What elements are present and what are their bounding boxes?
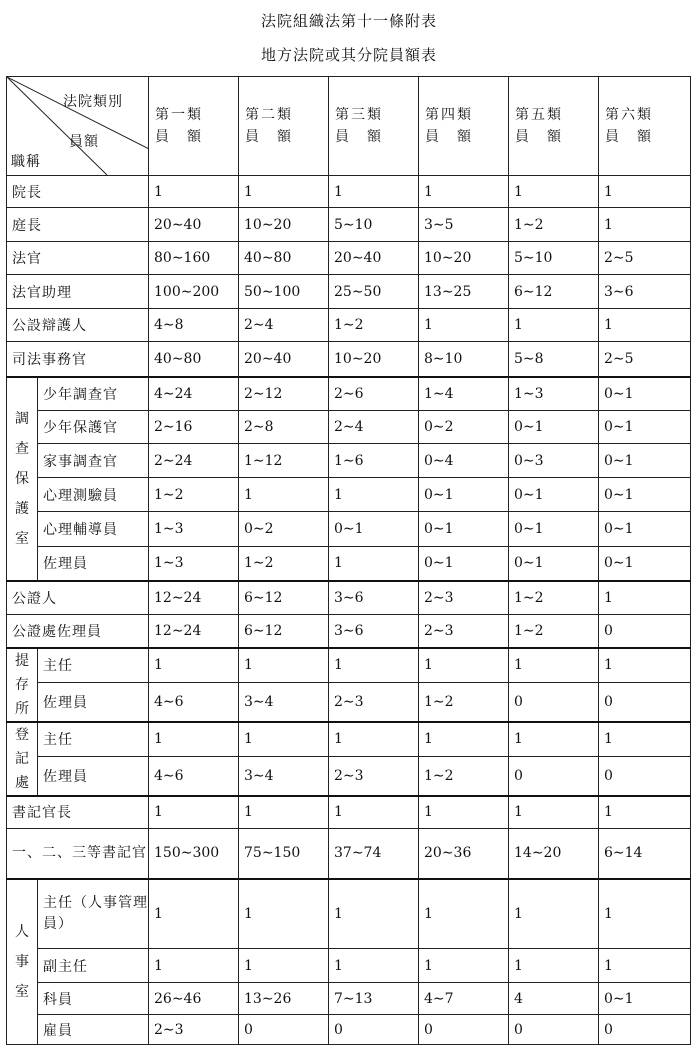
quota-cell: 1 [599, 796, 691, 829]
quota-cell: 20∼40 [239, 342, 329, 377]
group-investigation-protection: 調查保護室 [7, 377, 38, 581]
quota-cell: 1 [509, 796, 599, 829]
quota-cell: 12∼24 [149, 615, 239, 648]
table-row [7, 309, 691, 342]
quota-cell: 0∼3 [509, 444, 599, 478]
quota-cell: 0 [509, 756, 599, 795]
row-label: 少年保護官 [38, 411, 149, 444]
quota-cell: 0∼1 [599, 444, 691, 478]
quota-cell: 1 [509, 648, 599, 683]
corner-quota-label: 員額 [69, 134, 99, 150]
table-row [7, 478, 691, 512]
table-row [7, 581, 691, 615]
quota-cell: 1∼2 [149, 478, 239, 512]
class-name: 第一類 [155, 107, 203, 123]
class-header [329, 77, 419, 176]
quota-cell: 1 [419, 648, 509, 683]
quota-cell: 1 [599, 722, 691, 757]
quota-cell: 1∼3 [509, 377, 599, 411]
quota-cell: 0 [509, 682, 599, 721]
table-row [7, 682, 691, 721]
quota-cell: 1 [599, 648, 691, 683]
quota-cell: 1 [239, 648, 329, 683]
quota-cell: 1 [509, 949, 599, 983]
quota-cell: 1∼2 [509, 581, 599, 615]
quota-cell: 4∼6 [149, 682, 239, 721]
table-row [7, 208, 691, 242]
quota-cell: 1 [419, 176, 509, 208]
row-label: 主任 [38, 648, 149, 683]
quota-cell: 0∼1 [419, 478, 509, 512]
class-name: 第二類 [245, 107, 293, 123]
row-label: 心理輔導員 [38, 512, 149, 547]
quota-cell: 1 [419, 722, 509, 757]
quota-cell: 2∼3 [329, 756, 419, 795]
row-label: 少年調查官 [38, 377, 149, 411]
quota-cell: 1∼2 [239, 547, 329, 581]
table-row [7, 722, 691, 757]
quota-cell: 2∼8 [239, 411, 329, 444]
quota-cell: 1 [239, 879, 329, 949]
quota-cell: 1 [329, 478, 419, 512]
quota-cell: 0∼1 [509, 547, 599, 581]
table-row [7, 879, 691, 949]
quota-cell: 12∼24 [149, 581, 239, 615]
quota-cell: 20∼40 [149, 208, 239, 242]
quota-cell: 0∼1 [599, 377, 691, 411]
quota-cell: 5∼10 [329, 208, 419, 242]
table-row [7, 796, 691, 829]
quota-cell: 0 [509, 1015, 599, 1045]
quota-cell: 1∼2 [509, 208, 599, 242]
quota-cell: 3∼6 [599, 275, 691, 309]
row-label: 心理測驗員 [38, 478, 149, 512]
corner-cell [7, 77, 149, 176]
row-label: 法官助理 [7, 275, 149, 309]
quota-cell: 0∼1 [599, 547, 691, 581]
quota-cell: 2∼5 [599, 342, 691, 377]
quota-cell: 1∼3 [149, 512, 239, 547]
quota-cell: 0 [329, 1015, 419, 1045]
quota-cell: 3∼6 [329, 615, 419, 648]
quota-cell: 2∼24 [149, 444, 239, 478]
table-row [7, 176, 691, 208]
quota-cell: 4∼7 [419, 983, 509, 1015]
class-name: 第六類 [605, 107, 653, 123]
quota-cell: 3∼4 [239, 756, 329, 795]
row-label: 科員 [38, 983, 149, 1015]
quota-cell: 6∼12 [509, 275, 599, 309]
class-unit: 員 額 [335, 129, 383, 145]
quota-cell: 1 [239, 796, 329, 829]
row-label: 書記官長 [7, 796, 149, 829]
quota-cell: 0∼1 [509, 512, 599, 547]
quota-cell: 1 [329, 722, 419, 757]
quota-cell: 1 [599, 581, 691, 615]
quota-cell: 1 [149, 879, 239, 949]
row-label: 公證處佐理員 [7, 615, 149, 648]
quota-cell: 1 [239, 478, 329, 512]
table-row [7, 949, 691, 983]
quota-cell: 1 [599, 208, 691, 242]
class-header [239, 77, 329, 176]
group-personnel-office: 人事室 [7, 879, 38, 1045]
class-name: 第三類 [335, 107, 383, 123]
quota-cell: 1∼4 [419, 377, 509, 411]
quota-cell: 0 [419, 1015, 509, 1045]
quota-cell: 2∼3 [419, 615, 509, 648]
quota-cell: 1 [149, 176, 239, 208]
quota-cell: 1 [329, 949, 419, 983]
quota-cell: 1 [419, 879, 509, 949]
quota-cell: 3∼4 [239, 682, 329, 721]
table-row [7, 983, 691, 1015]
group-escrow-office: 提存所 [7, 648, 38, 722]
table-row [7, 377, 691, 411]
quota-cell: 1 [239, 176, 329, 208]
table-row [7, 547, 691, 581]
quota-cell: 1 [239, 949, 329, 983]
quota-cell: 25∼50 [329, 275, 419, 309]
quota-cell: 6∼14 [599, 829, 691, 879]
quota-cell: 40∼80 [149, 342, 239, 377]
quota-cell: 6∼12 [239, 581, 329, 615]
class-unit: 員 額 [155, 129, 203, 145]
quota-cell: 14∼20 [509, 829, 599, 879]
row-label: 主任（人事管理員） [38, 879, 149, 949]
quota-cell: 150∼300 [149, 829, 239, 879]
table-row [7, 411, 691, 444]
quota-cell: 1 [419, 949, 509, 983]
staffing-table [6, 76, 691, 1045]
class-header [419, 77, 509, 176]
class-unit: 員 額 [605, 129, 653, 145]
quota-cell: 1 [329, 648, 419, 683]
quota-cell: 0∼1 [599, 983, 691, 1015]
quota-cell: 2∼3 [419, 581, 509, 615]
quota-cell: 5∼8 [509, 342, 599, 377]
quota-cell: 1 [599, 176, 691, 208]
quota-cell: 4∼6 [149, 756, 239, 795]
table-row [7, 512, 691, 547]
class-name: 第五類 [515, 107, 563, 123]
class-unit: 員 額 [245, 129, 293, 145]
group-registry-office: 登記處 [7, 722, 38, 796]
quota-cell: 1 [149, 722, 239, 757]
quota-cell: 50∼100 [239, 275, 329, 309]
quota-cell: 1∼2 [419, 682, 509, 721]
table-row [7, 1015, 691, 1045]
table-row [7, 648, 691, 683]
row-label: 家事調查官 [38, 444, 149, 478]
class-name: 第四類 [425, 107, 473, 123]
quota-cell: 0 [599, 1015, 691, 1045]
quota-cell: 0∼1 [509, 478, 599, 512]
quota-cell: 1∼3 [149, 547, 239, 581]
table-row [7, 756, 691, 795]
quota-cell: 2∼3 [329, 682, 419, 721]
row-label: 院長 [7, 176, 149, 208]
quota-cell: 0 [599, 615, 691, 648]
quota-cell: 6∼12 [239, 615, 329, 648]
row-label: 佐理員 [38, 756, 149, 795]
quota-cell: 1 [329, 547, 419, 581]
document-subtitle: 地方法院或其分院員額表 [260, 46, 437, 64]
quota-cell: 20∼40 [329, 242, 419, 275]
quota-cell: 1 [599, 879, 691, 949]
quota-cell: 0∼1 [599, 512, 691, 547]
corner-court-class-label: 法院類別 [63, 94, 123, 110]
quota-cell: 10∼20 [419, 242, 509, 275]
quota-cell: 1∼6 [329, 444, 419, 478]
quota-cell: 2∼5 [599, 242, 691, 275]
quota-cell: 3∼5 [419, 208, 509, 242]
quota-cell: 4∼8 [149, 309, 239, 342]
row-label: 副主任 [38, 949, 149, 983]
quota-cell: 0∼1 [509, 411, 599, 444]
class-header [599, 77, 691, 176]
quota-cell: 0∼2 [239, 512, 329, 547]
quota-cell: 1 [599, 949, 691, 983]
quota-cell: 80∼160 [149, 242, 239, 275]
quota-cell: 1 [599, 309, 691, 342]
quota-cell: 1∼2 [419, 756, 509, 795]
quota-cell: 8∼10 [419, 342, 509, 377]
class-unit: 員 額 [515, 129, 563, 145]
quota-cell: 10∼20 [329, 342, 419, 377]
quota-cell: 1 [149, 796, 239, 829]
quota-cell: 2∼12 [239, 377, 329, 411]
quota-cell: 4∼24 [149, 377, 239, 411]
quota-cell: 0∼1 [599, 478, 691, 512]
row-label: 庭長 [7, 208, 149, 242]
row-label: 主任 [38, 722, 149, 757]
quota-cell: 5∼10 [509, 242, 599, 275]
row-label: 雇員 [38, 1015, 149, 1045]
row-label: 佐理員 [38, 547, 149, 581]
quota-cell: 1 [239, 722, 329, 757]
quota-cell: 37∼74 [329, 829, 419, 879]
quota-cell: 1 [149, 949, 239, 983]
quota-cell: 1 [329, 879, 419, 949]
quota-cell: 1 [329, 176, 419, 208]
quota-cell: 0 [239, 1015, 329, 1045]
document-title: 法院組織法第十一條附表 [260, 12, 437, 30]
table-row [7, 829, 691, 879]
row-label: 公設辯護人 [7, 309, 149, 342]
quota-cell: 20∼36 [419, 829, 509, 879]
row-label: 佐理員 [38, 682, 149, 721]
quota-cell: 4 [509, 983, 599, 1015]
quota-cell: 75∼150 [239, 829, 329, 879]
quota-cell: 2∼16 [149, 411, 239, 444]
quota-cell: 1 [149, 648, 239, 683]
quota-cell: 2∼4 [329, 411, 419, 444]
quota-cell: 40∼80 [239, 242, 329, 275]
quota-cell: 1 [329, 796, 419, 829]
table-row [7, 615, 691, 648]
header-row [7, 77, 691, 176]
row-label: 公證人 [7, 581, 149, 615]
table-row [7, 444, 691, 478]
quota-cell: 1 [419, 796, 509, 829]
row-label: 法官 [7, 242, 149, 275]
table-row [7, 342, 691, 377]
quota-cell: 1∼2 [509, 615, 599, 648]
class-header [149, 77, 239, 176]
quota-cell: 1 [509, 176, 599, 208]
quota-cell: 3∼6 [329, 581, 419, 615]
quota-cell: 2∼4 [239, 309, 329, 342]
quota-cell: 0∼1 [419, 512, 509, 547]
quota-cell: 2∼6 [329, 377, 419, 411]
quota-cell: 13∼26 [239, 983, 329, 1015]
quota-cell: 2∼3 [149, 1015, 239, 1045]
quota-cell: 10∼20 [239, 208, 329, 242]
quota-cell: 7∼13 [329, 983, 419, 1015]
quota-cell: 26∼46 [149, 983, 239, 1015]
quota-cell: 0∼2 [419, 411, 509, 444]
quota-cell: 0∼1 [419, 547, 509, 581]
class-header [509, 77, 599, 176]
quota-cell: 1 [509, 722, 599, 757]
corner-position-label: 職稱 [11, 154, 41, 170]
quota-cell: 0 [599, 756, 691, 795]
quota-cell: 0∼1 [329, 512, 419, 547]
quota-cell: 13∼25 [419, 275, 509, 309]
table-row [7, 275, 691, 309]
row-label: 司法事務官 [7, 342, 149, 377]
quota-cell: 1∼12 [239, 444, 329, 478]
quota-cell: 1∼2 [329, 309, 419, 342]
row-label: 一、二、三等書記官 [7, 829, 149, 879]
quota-cell: 1 [509, 309, 599, 342]
quota-cell: 1 [509, 879, 599, 949]
quota-cell: 100∼200 [149, 275, 239, 309]
quota-cell: 0∼4 [419, 444, 509, 478]
quota-cell: 0 [599, 682, 691, 721]
table-row [7, 242, 691, 275]
quota-cell: 0∼1 [599, 411, 691, 444]
class-unit: 員 額 [425, 129, 473, 145]
quota-cell: 1 [419, 309, 509, 342]
